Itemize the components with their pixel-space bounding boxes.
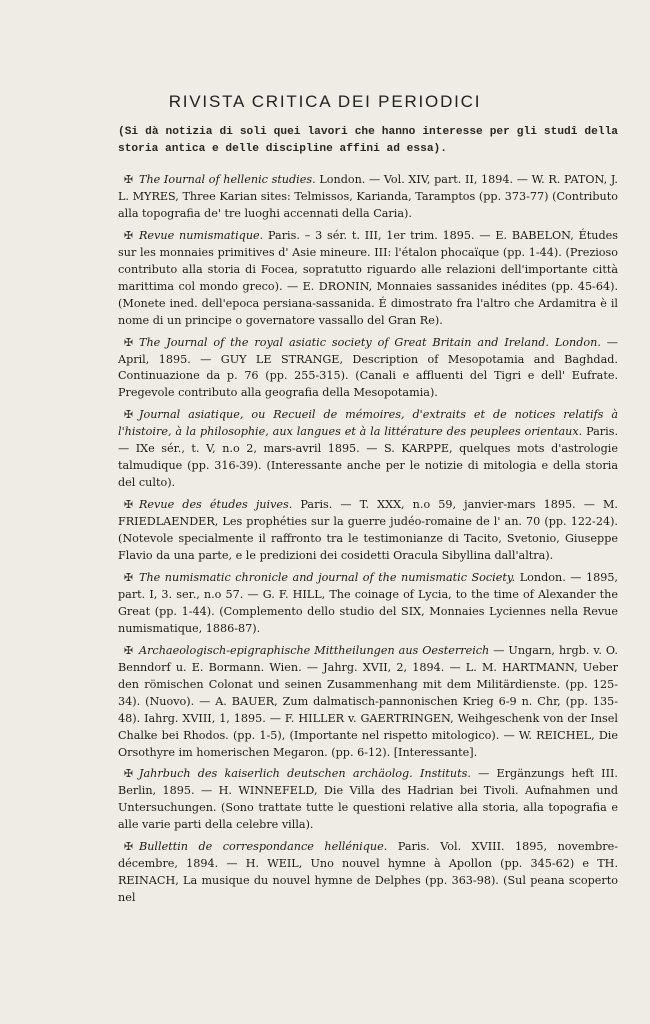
cross-icon: ✠	[123, 408, 134, 422]
entry-text: Paris. – 3 sér. t. III, 1er trim. 1895. — E. BABELON, Études sur les monnaies primitives d' Asie mineure. III: l'étalon phocaïque (pp. 1-44). (Prezioso contributo alla storia di Focea, sopratutto riguardo alle relazioni dell'importante città marittima col mondo greco). — E. DRONIN, Monnaies sassanides inédites (pp. 45-64). (Monete ined. dell'epoca persiana-sassanida. É dimostrato fra l'altro che Ardamitra è il nome di un principe o governatore vassallo del Gran Re).	[118, 228, 618, 327]
cross-icon: ✠	[123, 335, 134, 349]
page-title: RIVISTA CRITICA DEI PERIODICI	[168, 92, 482, 111]
page-subtitle: (Si dà notizia di soli quei lavori che hanno interesse per gli studî della storia antica e delle discipline affini ad essa).	[118, 126, 618, 155]
entry-text: London. — 1895, part. I, 3. ser., n.o 57. — G. F. HILL, The coinage of Lycia, to the time of Alexander the Great (pp. 1-44). (Complemento dello studio del SIX, Monnaies Lyciennes nella Revue numismatique, 1886-87).	[118, 570, 618, 635]
journal-title: Archaeologisch-epigraphische Mittheilungen aus Oesterreich	[139, 643, 490, 657]
cross-icon: ✠	[123, 643, 134, 657]
entry-text: — Ungarn, hrgb. v. O. Benndorf u. E. Bormann. Wien. — Jahrg. XVII, 2, 1894. — L. M. HARTMANN, Ueber den römischen Colonat und seinen Zusammenhang mit dem Militärdienste. (pp. 125-34). (Nuovo). — A. BAUER, Zum dalmatisch-pannonischen Krieg 6-9 n. Chr, (pp. 135-48). Iahrg. XVIII, 1, 1895. — F. HILLER v. GAERTRINGEN, Weihgeschenk von der Insel Chalke bei Rhodos. (pp. 1-5), (Importante nel rispetto mitologico). — W. REICHEL, Die Orsothyre im homerischen Megaron. (pp. 6-12). [Interessante].	[118, 643, 618, 759]
periodical-list	[118, 172, 618, 912]
list-item	[118, 766, 618, 834]
journal-title: The numismatic chronicle and journal of the numismatic Society.	[139, 570, 516, 584]
entry-text: Paris. — IXe sér., t. V, n.o 2, mars-avril 1895. — S. KARPPE, quelques mots d'astrologie talmudique (pp. 316-39). (Interessante anche per le notizie di mitologia e della storia del culto).	[118, 425, 618, 490]
journal-title: Revue numismatique.	[139, 228, 264, 242]
list-item	[118, 335, 618, 403]
list-item	[118, 172, 618, 223]
list-item	[118, 407, 618, 492]
list-item	[118, 570, 618, 638]
cross-icon: ✠	[123, 173, 134, 186]
entry-text: — Ergänzungs heft III. Berlin, 1895. — H. WINNEFELD, Die Villa des Hadrian bei Tivoli. Aufnahmen und Untersuchungen. (Sono trattate tutte le questioni relative alla storia, alla topografia e alle varie parti della celebre villa).	[118, 767, 618, 832]
entry-text: — April, 1895. — GUY LE STRANGE, Description of Mesopotamia and Baghdad. Continuazione da p. 76 (pp. 255-315). (Canali e affluenti del Tigri e dell' Eufrate. Pregevole contributo alla geografia della Mesopotamia).	[118, 335, 618, 400]
journal-title: Jahrbuch des kaiserlich deutschen archäolog. Instituts.	[139, 767, 471, 781]
cross-icon: ✠	[123, 570, 134, 584]
cross-icon: ✠	[123, 228, 134, 242]
list-item	[118, 839, 618, 907]
list-item	[118, 228, 618, 330]
list-item	[118, 497, 618, 565]
entry-text: London. — Vol. XIV, part. II, 1894. — W. R. PATON, J. L. MYRES, Three Karian sites: Telmissos, Karianda, Taramptos (pp. 373-77) (Contributo alla topografia de' tre luoghi accennati della Caria).	[118, 173, 618, 220]
journal-title: The Iournal of hellenic studies.	[139, 173, 316, 186]
cross-icon: ✠	[123, 498, 134, 512]
cross-icon: ✠	[123, 767, 134, 781]
journal-title: The Journal of the royal asiatic society of Great Britain and Ireland. London.	[139, 335, 601, 349]
journal-title: Journal asiatique, ou Recueil de mémoires, d'extraits et de notices relatifs à l'histoire, à la philosophie, aux langues et à la littérature des peuplees orientaux.	[118, 408, 618, 439]
journal-title: Revue des études juives.	[139, 498, 293, 512]
list-item	[118, 643, 618, 762]
entry-text: Paris. Vol. XVIII. 1895, novembre-décembre, 1894. — H. WEIL, Uno nouvel hymne à Apollon (pp. 345-62) e TH. REINACH, La musique du nouvel hymne de Delphes (pp. 363-98). (Sul peana scoperto nel	[118, 840, 618, 905]
journal-title: Bullettin de correspondance hellénique.	[139, 840, 388, 854]
cross-icon: ✠	[123, 840, 134, 854]
entry-text: Paris. — T. XXX, n.o 59, janvier-mars 1895. — M. FRIEDLAENDER, Les prophéties sur la guerre judéo-romaine de l' an. 70 (pp. 122-24). (Notevole specialmente il raffronto tra le testimonianze di Tacito, Svetonio, Giuseppe Flavio da una parte, e le predizioni dei cosidetti Oracula Sibyllina dall'altra).	[118, 498, 618, 563]
